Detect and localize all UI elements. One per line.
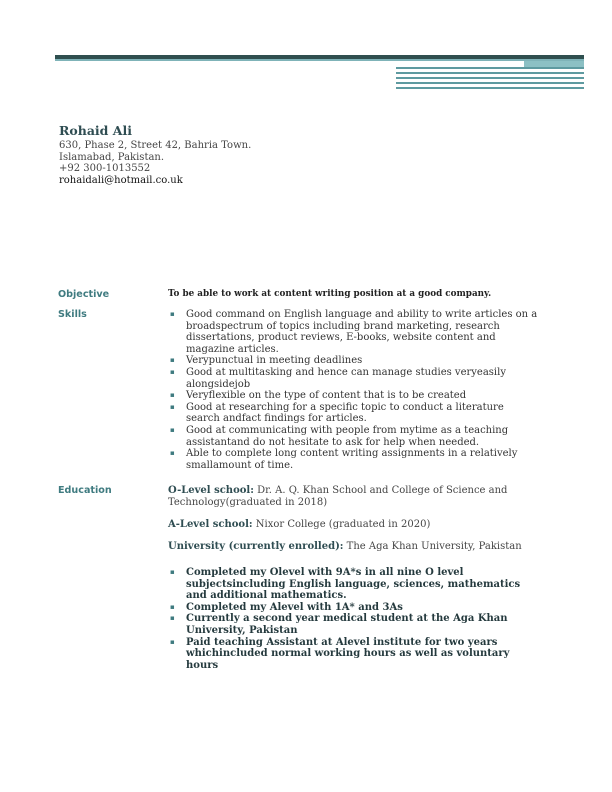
objective-text: To be able to work at content writing position at a good company. [168, 289, 492, 299]
skills-heading: Skills [58, 309, 87, 320]
list-item: ▪ Good at researching for a specific topic to conduct a literature search andfact findings for articles. [170, 401, 504, 425]
skills-list [168, 309, 538, 471]
bullet-icon: ▪ [170, 602, 175, 611]
contact-header [59, 123, 251, 186]
bullet-icon: ▪ [170, 402, 175, 411]
header-stripe [396, 82, 584, 84]
bullet-icon: ▪ [170, 614, 175, 623]
header-stripe [396, 77, 584, 79]
alevel-entry: A-Level school: Nixor College (graduated in 2020) [168, 519, 431, 530]
bullet-icon: ▪ [170, 425, 175, 434]
email-address[interactable]: rohaidali@hotmail.co.uk [59, 174, 183, 186]
header-stripe [396, 72, 584, 74]
bullet-icon: ▪ [170, 637, 175, 646]
list-item: ▪ Good at multitasking and hence can manage studies veryeasily alongsidejob [170, 366, 506, 390]
bullet-icon: ▪ [170, 356, 175, 365]
address-line-2: Islamabad, Pakistan. [59, 151, 165, 163]
list-item: ▪ Verypunctual in meeting deadlines [170, 355, 363, 367]
bullet-icon: ▪ [170, 391, 175, 400]
list-item: ▪ Completed my Alevel with 1A* and 3As [170, 601, 403, 613]
achievements-list [168, 567, 538, 671]
bullet-icon: ▪ [170, 310, 175, 318]
candidate-name: Rohaid Ali [59, 123, 132, 138]
university-entry: University (currently enrolled): The Aga Khan University, Pakistan [168, 541, 522, 552]
list-item: ▪ Good command on English language and ability to write articles on a broadspectrum of topics including brand marketing, research dissertations, product reviews, E-books, website content and magazine articles. [170, 309, 538, 355]
olevel-entry: O-Level school: Dr. A. Q. Khan School and College of Science and Technology(graduated in 2018) [168, 485, 508, 508]
phone-number: +92 300-1013552 [59, 163, 151, 175]
education-heading: Education [58, 485, 112, 496]
bullet-icon: ▪ [170, 367, 175, 376]
header-rule-light [55, 59, 584, 61]
bullet-icon: ▪ [170, 449, 175, 458]
address-line-1: 630, Phase 2, Street 42, Bahria Town. [59, 140, 252, 151]
header-stripe [396, 87, 584, 89]
list-item: ▪ Able to complete long content writing assignments in a relatively smallamount of time. [170, 448, 518, 471]
header-stripe [396, 67, 584, 69]
list-item: ▪ Completed my Olevel with 9A*s in all nine O level subjectsincluding English language, sciences, mathematics and additional mathematics. [170, 567, 521, 602]
list-item: ▪ Paid teaching Assistant at Alevel institute for two years whichincluded normal working hours as well as voluntary hours [170, 636, 510, 671]
skills-section [168, 309, 538, 471]
objective-section [168, 289, 538, 299]
objective-heading: Objective [58, 289, 110, 300]
education-section [168, 485, 538, 671]
list-item: ▪ Veryflexible on the type of content that is to be created [170, 390, 467, 402]
bullet-icon: ▪ [170, 568, 175, 576]
list-item: ▪ Currently a second year medical student at the Aga Khan University, Pakistan [170, 613, 508, 636]
list-item: ▪ Good at communicating with people from mytime as a teaching assistantand do not hesitate to ask for help when needed. [170, 424, 509, 448]
